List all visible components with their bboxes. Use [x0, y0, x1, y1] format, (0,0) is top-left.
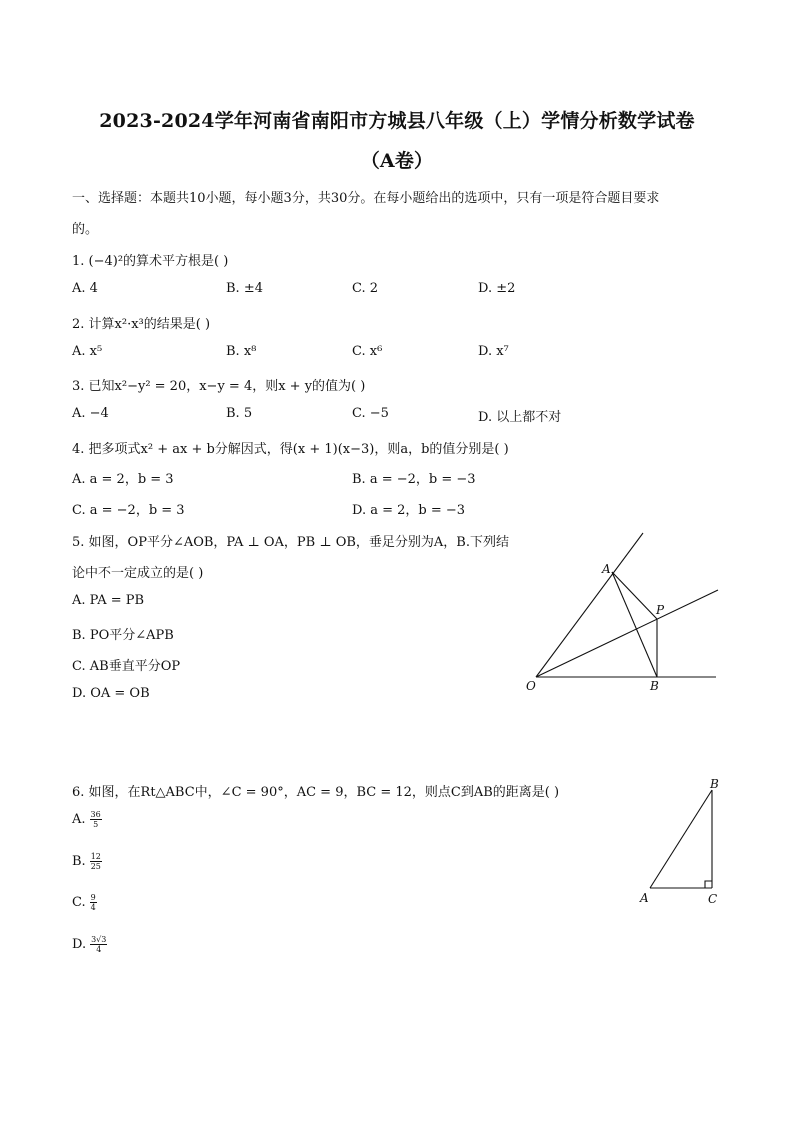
- q6-option-c-numerator: 9: [90, 893, 96, 902]
- q3-option-d: D. 以上都不对: [478, 410, 562, 425]
- q2-option-a: A. x⁵: [72, 344, 103, 359]
- exam-subtitle: （A卷）: [360, 150, 434, 172]
- label-o: O: [526, 679, 536, 693]
- q6-stem: 6. 如图，在Rt△ABC中，∠C = 90°，AC = 9，BC = 12，则点C到AB的距离是( ): [72, 785, 560, 800]
- q4-option-d: D. a = 2，b = −3: [352, 503, 466, 518]
- segment-pa: [612, 572, 657, 619]
- q5-stem-line2: 论中不一定成立的是( ): [72, 566, 204, 581]
- q3-stem: 3. 已知x²−y² = 20，x−y = 4，则x + y的值为( ): [72, 379, 366, 394]
- q6-option-b: [72, 852, 102, 871]
- q5-option-a: A. PA = PB: [72, 593, 145, 608]
- q6-option-c: [72, 893, 97, 912]
- q5-option-c: C. AB垂直平分OP: [72, 659, 181, 674]
- side-ab: [650, 790, 712, 888]
- label-c: C: [708, 892, 718, 906]
- q4-option-a: A. a = 2，b = 3: [72, 472, 174, 487]
- q3-option-c: C. −5: [352, 406, 389, 421]
- q2-option-d: D. x⁷: [478, 344, 509, 359]
- right-angle-mark: [705, 881, 712, 888]
- q1-option-b: B. ±4: [226, 281, 263, 296]
- exam-title: 2023-2024学年河南省南阳市方城县八年级（上）学情分析数学试卷: [99, 110, 695, 132]
- q6-option-c-denominator: 4: [90, 903, 96, 912]
- q3-option-b: B. 5: [226, 406, 253, 421]
- q3-option-a: A. −4: [72, 406, 109, 421]
- q4-stem: 4. 把多项式x² + ax + b分解因式，得(x + 1)(x−3)，则a，b的值分别是( ): [72, 442, 509, 457]
- q4-option-b: B. a = −2，b = −3: [352, 472, 476, 487]
- label-a: A: [602, 562, 611, 576]
- section-instructions-line2: 的。: [72, 222, 99, 237]
- q5-angle-bisector-figure: [520, 525, 725, 700]
- segment-ab: [612, 572, 657, 677]
- q6-option-a: [72, 810, 102, 829]
- q6-option-b-denominator: 25: [90, 862, 101, 871]
- q6-option-d-denominator: 4: [96, 945, 102, 954]
- q1-option-d: D. ±2: [478, 281, 516, 296]
- q2-option-b: B. x⁸: [226, 344, 257, 359]
- q1-option-a: A. 4: [72, 281, 98, 296]
- q6-option-a-letter: A.: [72, 812, 86, 827]
- label-a: A: [640, 891, 649, 905]
- q6-right-triangle-figure: [630, 772, 730, 912]
- q2-option-c: C. x⁶: [352, 344, 383, 359]
- q6-option-d-numerator: 3√3: [91, 935, 107, 944]
- q6-option-d: [72, 935, 107, 954]
- label-p: P: [656, 603, 665, 617]
- q6-option-d-letter: D.: [72, 937, 87, 952]
- section-instructions-line1: 一、选择题：本题共10小题，每小题3分，共30分。在每小题给出的选项中，只有一项是符合题目要求: [72, 191, 660, 206]
- ray-op: [536, 590, 718, 677]
- q2-stem: 2. 计算x²·x³的结果是( ): [72, 317, 211, 332]
- q5-stem-line1: 5. 如图，OP平分∠AOB，PA ⊥ OA，PB ⊥ OB，垂足分别为A，B.下列结: [72, 535, 509, 550]
- q6-option-a-denominator: 5: [93, 820, 99, 829]
- q1-stem: 1. (−4)²的算术平方根是( ): [72, 254, 229, 269]
- q5-option-b: B. PO平分∠APB: [72, 628, 174, 643]
- q6-option-c-letter: C.: [72, 895, 86, 910]
- label-b: B: [710, 777, 719, 791]
- q4-option-c: C. a = −2，b = 3: [72, 503, 185, 518]
- q1-option-c: C. 2: [352, 281, 379, 296]
- q6-option-a-numerator: 36: [90, 810, 101, 819]
- q6-option-b-numerator: 12: [90, 852, 101, 861]
- q6-option-b-letter: B.: [72, 854, 86, 869]
- ray-oa: [536, 533, 643, 677]
- q5-option-d: D. OA = OB: [72, 686, 150, 701]
- label-b: B: [650, 679, 659, 693]
